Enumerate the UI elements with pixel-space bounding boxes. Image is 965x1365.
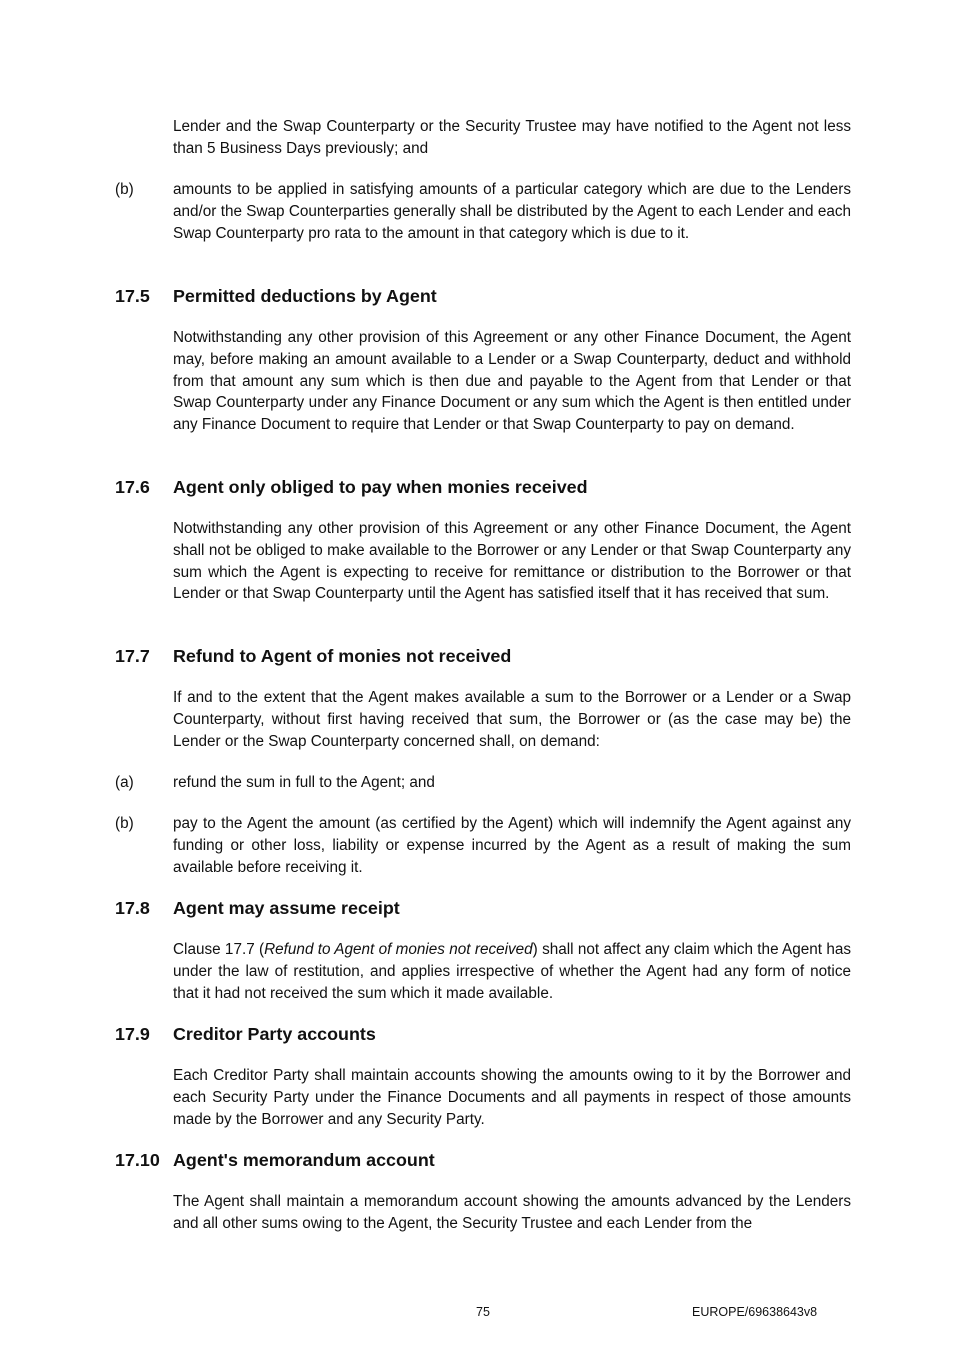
section-title: Agent's memorandum account bbox=[173, 1150, 435, 1170]
list-text: amounts to be applied in satisfying amounts of a particular category which are due to the Lenders and/or the Swap Counterparties generally shall be distributed by the Agent to each Lender and each Swap Counterparty pro rata to the amount in that category which is due to it. bbox=[173, 181, 851, 242]
section-heading-17-8 bbox=[115, 898, 851, 920]
section-heading-17-6 bbox=[115, 477, 851, 499]
page-number: 75 bbox=[476, 1305, 490, 1319]
section-title: Permitted deductions by Agent bbox=[173, 286, 437, 306]
document-reference: EUROPE/69638643v8 bbox=[692, 1305, 818, 1319]
section-body-17-7: If and to the extent that the Agent makes available a sum to the Borrower or a Lender or a Swap Counterparty, without first having received that sum, the Borrower or (as the case may be) the Lender or the Swap Counterparty concerned shall, on demand: bbox=[173, 689, 851, 750]
section-number: 17.8 bbox=[115, 898, 150, 918]
list-text: pay to the Agent the amount (as certified by the Agent) which will indemnify the Agent against any funding or other loss, liability or expense incurred by the Agent as a result of making the sum available before receiving it. bbox=[173, 815, 851, 876]
section-heading-17-10 bbox=[115, 1150, 851, 1172]
section-number: 17.5 bbox=[115, 286, 150, 306]
section-number: 17.7 bbox=[115, 646, 150, 666]
section-body-17-9: Each Creditor Party shall maintain accounts showing the amounts owing to it by the Borrower and each Security Party under the Finance Documents and all payments in respect of those amounts made by the Borrower and any Security Party. bbox=[173, 1067, 851, 1128]
section-body-17-8 bbox=[173, 939, 851, 1004]
list-item-b bbox=[115, 813, 851, 878]
section-heading-17-7 bbox=[115, 646, 851, 668]
clause-reference: Refund to Agent of monies not received bbox=[264, 941, 533, 958]
list-item-a bbox=[115, 772, 851, 794]
list-label: (b) bbox=[115, 815, 134, 832]
section-heading-17-5 bbox=[115, 286, 851, 308]
section-body-17-10: The Agent shall maintain a memorandum account showing the amounts advanced by the Lenders and all other sums owing to the Agent, the Security Trustee and each Lender from the bbox=[173, 1193, 851, 1232]
section-number: 17.10 bbox=[115, 1150, 160, 1170]
list-label: (b) bbox=[115, 181, 134, 198]
section-heading-17-9 bbox=[115, 1024, 851, 1046]
list-item-b bbox=[115, 179, 851, 244]
body-text: ) shall not affect any claim which the Agent has under the law of restitution, and applies irrespective of whether the Agent had any form of notice that it had not received the sum which it made available. bbox=[173, 941, 851, 1002]
list-label: (a) bbox=[115, 774, 134, 791]
section-body-17-6: Notwithstanding any other provision of this Agreement or any other Finance Document, the Agent shall not be obliged to make available to the Borrower or any Lender or that Swap Counterparty any sum which the Agent is expecting to receive for remittance or distribution to the Borrower or that Lender or that Swap Counterparty until the Agent has satisfied itself that it has received that sum. bbox=[173, 520, 851, 603]
section-title: Agent only obliged to pay when monies received bbox=[173, 477, 588, 497]
section-number: 17.6 bbox=[115, 477, 150, 497]
section-title: Refund to Agent of monies not received bbox=[173, 646, 512, 666]
section-body-17-5: Notwithstanding any other provision of this Agreement or any other Finance Document, the Agent may, before making an amount available to a Lender or a Swap Counterparty, deduct and withhold from that amount any sum which is then due and payable to the Agent from that Lender or that Swap Counterparty under any Finance Document or any sum which the Agent is then entitled under any Finance Document to require that Lender or that Swap Counterparty to pay on demand. bbox=[173, 329, 851, 434]
section-title: Creditor Party accounts bbox=[173, 1024, 376, 1044]
body-text: Clause 17.7 ( bbox=[173, 941, 265, 958]
list-text: refund the sum in full to the Agent; and bbox=[173, 774, 435, 791]
continuation-paragraph: Lender and the Swap Counterparty or the Security Trustee may have notified to the Agent not less than 5 Business Days previously; and bbox=[173, 118, 851, 157]
section-number: 17.9 bbox=[115, 1024, 150, 1044]
section-title: Agent may assume receipt bbox=[173, 898, 400, 918]
